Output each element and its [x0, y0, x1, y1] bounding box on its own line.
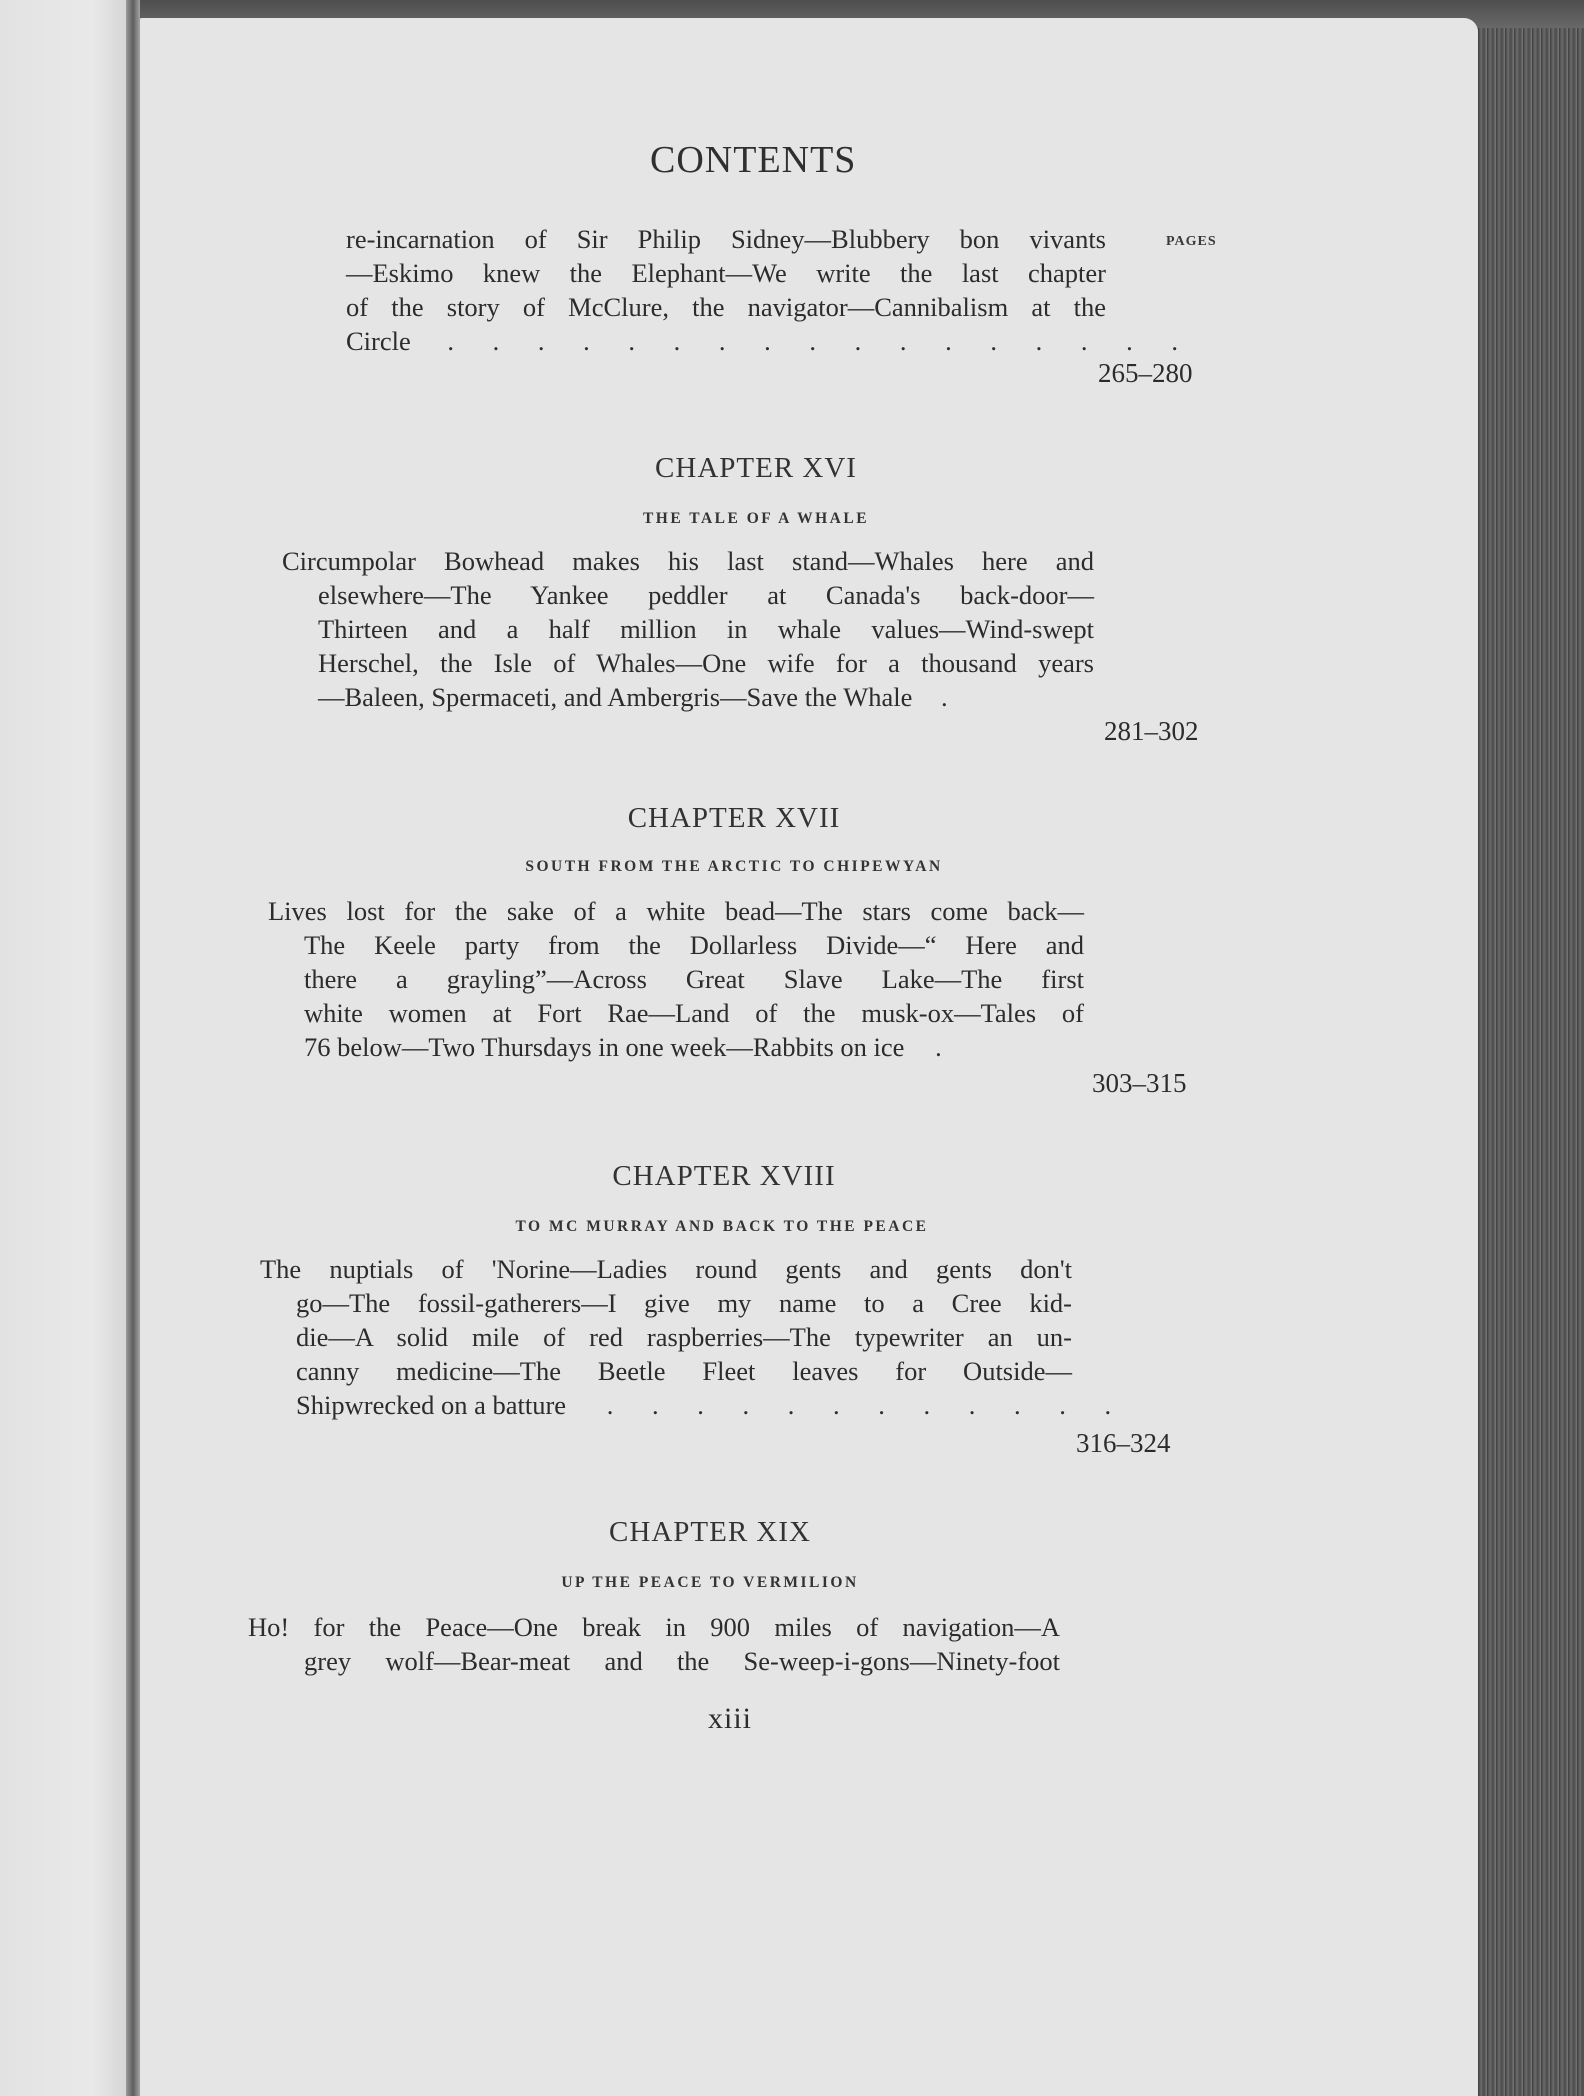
- entry-line: [304, 1030, 1084, 1064]
- entry-line: die—A solid mile of red raspberries—The typewriter an un-: [296, 1322, 1072, 1352]
- chapter-entry: [268, 894, 1084, 1064]
- chapter-entry: [248, 1610, 1060, 1678]
- chapter-subtitle: SOUTH FROM THE ARCTIC TO CHIPEWYAN: [525, 858, 943, 875]
- running-head: CONTENTS: [650, 139, 857, 181]
- entry-line-text: 76 below—Two Thursdays in one week—Rabbits on ice: [304, 1032, 905, 1062]
- page-range: 316–324: [1076, 1428, 1171, 1458]
- page-range: 265–280: [1098, 358, 1193, 388]
- pages-column-label: PAGES: [1166, 234, 1217, 249]
- entry-line: [296, 1388, 1128, 1422]
- entry-line: elsewhere—The Yankee peddler at Canada's back-door—: [318, 580, 1094, 610]
- chapter-subtitle: THE TALE OF A WHALE: [642, 510, 870, 527]
- dot-leader: . . . . . . . . . . . . . . . . .: [447, 326, 1194, 356]
- entry-line: Lives lost for the sake of a white bead—The stars come back—: [268, 896, 1084, 926]
- entry-line: —Eskimo knew the Elephant—We write the last chapter: [346, 258, 1106, 288]
- entry-line: white women at Fort Rae—Land of the musk-ox—Tales of: [304, 998, 1084, 1028]
- entry-line: canny medicine—The Beetle Fleet leaves for Outside—: [296, 1356, 1072, 1386]
- entry-line: The Keele party from the Dollarless Divide—“ Here and: [304, 930, 1084, 960]
- entry-line: re-incarnation of Sir Philip Sidney—Blubbery bon vivants: [346, 224, 1106, 254]
- entry-line: there a grayling”—Across Great Slave Lake—The first: [304, 964, 1084, 994]
- chapter-subtitle: UP THE PEACE TO VERMILION: [561, 1574, 859, 1591]
- entry-line-text: —Baleen, Spermaceti, and Ambergris—Save the Whale: [318, 682, 913, 712]
- dot-leader: .: [941, 682, 964, 712]
- dot-leader: . . . . . . . . . . . .: [606, 1390, 1128, 1420]
- entry-line: of the story of McClure, the navigator—Cannibalism at the: [346, 292, 1106, 322]
- entry-line-text: Circle: [346, 326, 411, 356]
- entry-line: Circumpolar Bowhead makes his last stand—Whales here and: [282, 546, 1094, 576]
- entry-line: The nuptials of 'Norine—Ladies round gents and gents don't: [260, 1254, 1072, 1284]
- chapter-entry: [260, 1252, 1128, 1422]
- page-number: xiii: [707, 1702, 752, 1735]
- entry-line: [318, 680, 1094, 714]
- entry-line: [346, 324, 1194, 358]
- chapter-entry: [282, 544, 1094, 714]
- page-range: 281–302: [1104, 716, 1199, 746]
- entry-line-text: Shipwrecked on a batture: [296, 1390, 567, 1420]
- chapter-subtitle: TO MC MURRAY AND BACK TO THE PEACE: [515, 1218, 929, 1235]
- entry-line: Thirteen and a half million in whale values—Wind-swept: [318, 614, 1094, 644]
- chapter-title: CHAPTER XVIII: [612, 1160, 836, 1192]
- chapter-title: CHAPTER XVI: [655, 452, 857, 484]
- entry-line: Herschel, the Isle of Whales—One wife for a thousand years: [318, 648, 1094, 678]
- entry-line: go—The fossil-gatherers—I give my name to a Cree kid-: [296, 1288, 1072, 1318]
- chapter-title: CHAPTER XVII: [627, 802, 841, 834]
- entry-line: Ho! for the Peace—One break in 900 miles of navigation—A: [248, 1612, 1060, 1642]
- page-range: 303–315: [1092, 1068, 1187, 1098]
- entry-line: grey wolf—Bear-meat and the Se-weep-i-gons—Ninety-foot: [304, 1646, 1060, 1676]
- chapter-title: CHAPTER XIX: [609, 1516, 811, 1548]
- dot-leader: .: [935, 1032, 958, 1062]
